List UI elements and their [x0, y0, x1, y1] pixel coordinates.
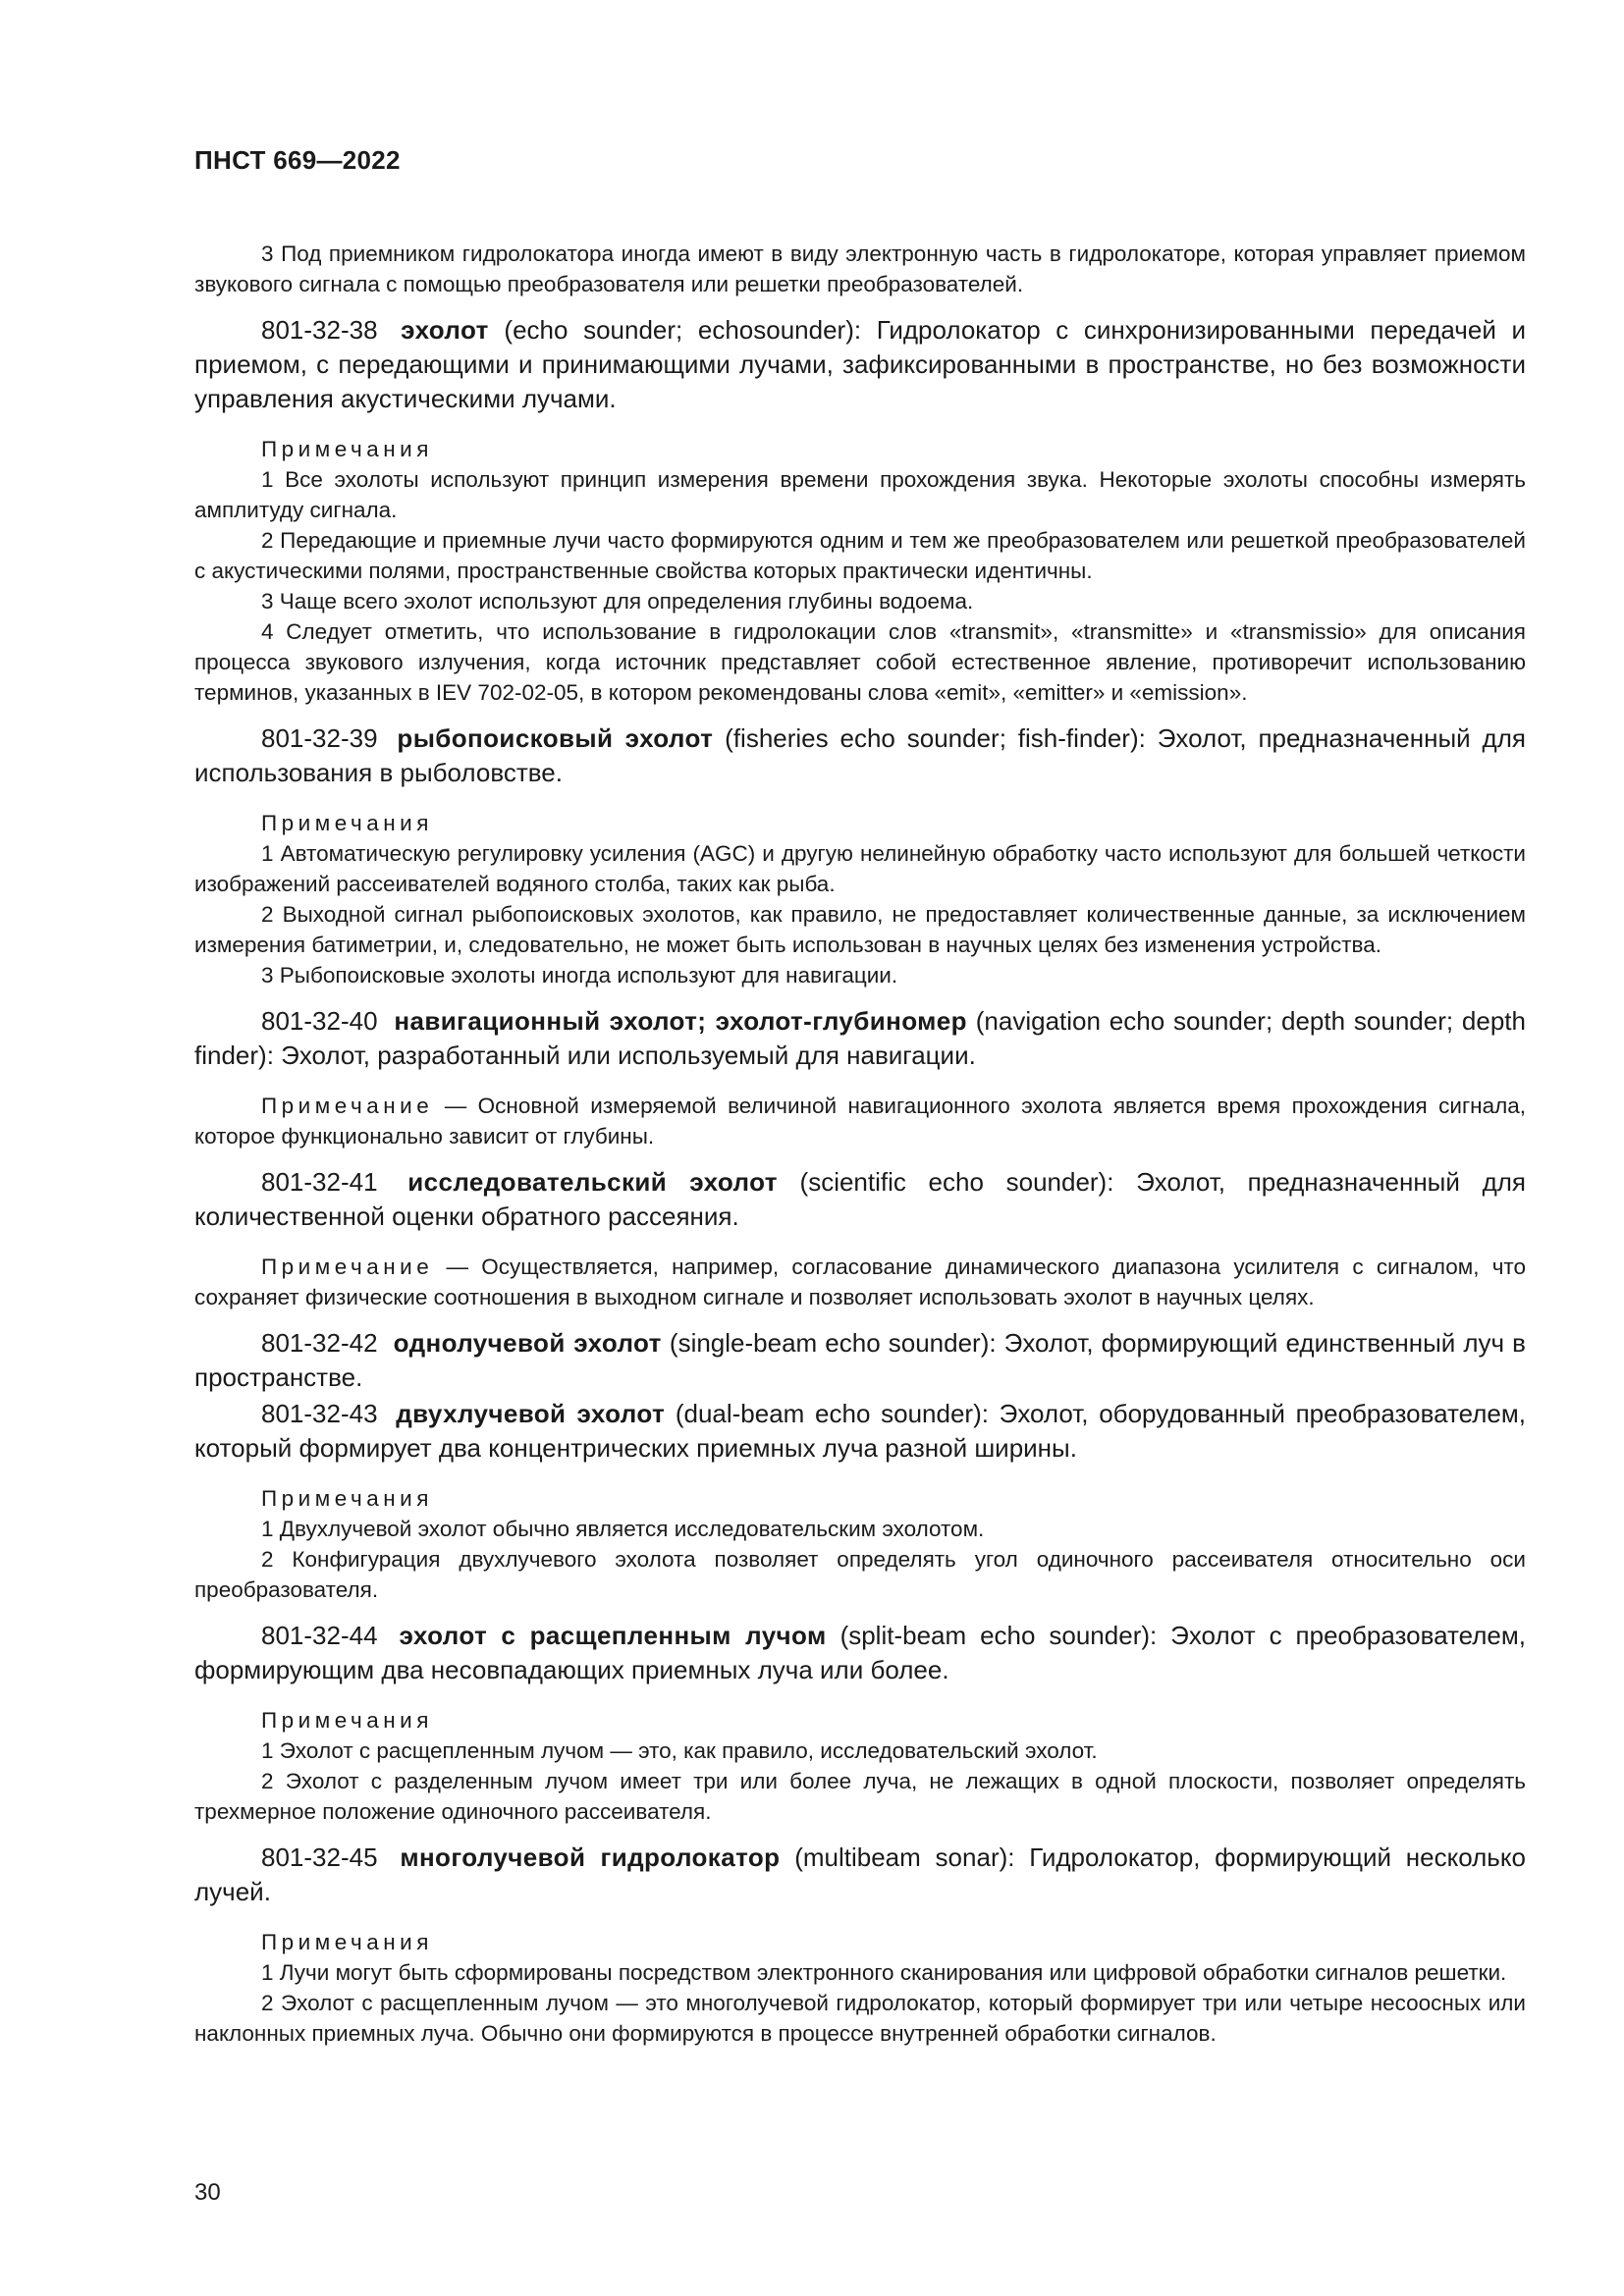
note-item: 3 Рыбопоисковые эхолоты иногда используют для навигации. [261, 963, 898, 988]
term-number: 801-32-42 [261, 1328, 378, 1358]
note-item: 2 Выходной сигнал рыбопоисковых эхолотов, как правило, не предоставляет количественные данные, за исключением измерения батиметрии, и, следовательно, не может быть использован в научных целях без изменения устройства. [194, 902, 1526, 957]
notes-label: Примечания [261, 437, 433, 461]
term-number: 801-32-43 [261, 1399, 378, 1428]
note-dash: — [433, 1094, 478, 1118]
single-note [194, 1252, 1526, 1312]
term-name: однолучевой эхолот [393, 1328, 662, 1358]
note-label: Примечание [261, 1094, 434, 1118]
note-item: 1 Двухлучевой эхолот обычно является исследовательским эхолотом. [261, 1517, 985, 1541]
term-number: 801-32-39 [261, 723, 378, 753]
note-item: 2 Эхолот с разделенным лучом имеет три или более луча, не лежащих в одной плоскости, позволяет определять трехмерное положение одиночного рассеивателя. [194, 1769, 1526, 1824]
term-name: эхолот с расщепленным лучом [399, 1621, 827, 1650]
term-definition: (dual-beam echo sounder): Эхолот, оборудованный преобразователем, который формирует два концентрических приемных луча разной ширины. [194, 1399, 1526, 1463]
term-definition: (fisheries echo sounder; fish-finder): Эхолот, предназначенный для использования в рыболовстве. [194, 723, 1526, 787]
term-number: 801-32-44 [261, 1621, 378, 1650]
term-entry [194, 721, 1526, 790]
term-definition: (navigation echo sounder; depth sounder; depth finder): Эхолот, разработанный или используемый для навигации. [194, 1006, 1526, 1070]
note-item: 3 Чаще всего эхолот используют для определения глубины водоема. [261, 589, 974, 614]
note-label: Примечание [261, 1255, 434, 1279]
term-name: эхолот [401, 315, 489, 345]
page-number: 30 [194, 2179, 221, 2206]
term-number: 801-32-41 [261, 1167, 378, 1197]
note-item: 2 Передающие и приемные лучи часто формируются одним и тем же преобразователем или решеткой преобразователей с акустическими полями, пространственные свойства которых практически идентичны. [194, 528, 1526, 583]
term-definition: (echo sounder; echosounder): Гидролокатор с синхронизированными передачей и приемом, с передающими и принимающими лучами, зафиксированными в пространстве, но без возможности управления акустическими лучами. [194, 315, 1526, 413]
note-item: 1 Лучи могут быть сформированы посредством электронного сканирования или цифровой обработки сигналов решетки. [261, 1960, 1507, 1985]
term-entry [194, 313, 1526, 416]
term-entry [194, 1165, 1526, 1234]
term-entry [194, 1841, 1526, 1909]
notes-label: Примечания [261, 1708, 433, 1733]
document-page [194, 145, 1526, 2049]
intro-note: 3 Под приемником гидролокатора иногда имеют в виду электронную часть в гидролокаторе, которая управляет приемом звукового сигнала с помощью преобразователя или решетки преобразователей. [194, 241, 1526, 296]
note-text: Осуществляется, например, согласование динамического диапазона усилителя с сигналом, что сохраняет физические соотношения в выходном сигнале и позволяет использовать эхолот в научных целях. [194, 1255, 1526, 1309]
term-name: исследовательский эхолот [407, 1167, 778, 1197]
term-number: 801-32-40 [261, 1006, 378, 1036]
note-text: Основной измеряемой величиной навигационного эхолота является время прохождения сигнала, которое функционально зависит от глубины. [194, 1094, 1526, 1148]
notes-label: Примечания [261, 811, 433, 835]
note-dash: — [433, 1255, 482, 1279]
term-definition: (scientific echo sounder): Эхолот, предназначенный для количественной оценки обратного рассеяния. [194, 1167, 1526, 1231]
term-entry [194, 1326, 1526, 1395]
note-item: 2 Эхолот с расщепленным лучом — это многолучевой гидролокатор, который формирует три или четыре несоосных или наклонных приемных луча. Обычно они формируются в процессе внутренней обработки сигналов. [194, 1991, 1526, 2046]
term-entry [194, 1004, 1526, 1073]
note-item: 1 Эхолот с расщепленным лучом — это, как правило, исследовательский эхолот. [261, 1738, 1098, 1763]
notes-label: Примечания [261, 1486, 433, 1511]
note-item: 2 Конфигурация двухлучевого эхолота позволяет определять угол одиночного рассеивателя относительно оси преобразователя. [194, 1547, 1526, 1602]
term-entry [194, 1619, 1526, 1687]
single-note [194, 1091, 1526, 1151]
term-name: рыбопоисковый эхолот [397, 723, 714, 753]
note-item: 1 Все эхолоты используют принцип измерения времени прохождения звука. Некоторые эхолоты способны измерять амплитуду сигнала. [194, 467, 1526, 522]
note-item: 4 Следует отметить, что использование в гидролокации слов «transmit», «transmitte» и «transmissio» для описания процесса звукового излучения, когда источник представляет собой естественное явление, противоречит использованию терминов, указанных в IEV 702-02-05, в котором рекомендованы слова «emit», «emitter» и «emission». [194, 619, 1526, 705]
term-definition: (split-beam echo sounder): Эхолот с преобразователем, формирующим два несовпадающих приемных луча или более. [194, 1621, 1526, 1684]
term-name: двухлучевой эхолот [396, 1399, 666, 1428]
term-definition: (multibeam sonar): Гидролокатор, формирующий несколько лучей. [194, 1842, 1526, 1906]
notes-label: Примечания [261, 1930, 433, 1954]
document-code-header: ПНСТ 669—2022 [194, 145, 401, 175]
term-name: многолучевой гидролокатор [400, 1842, 781, 1872]
term-name: навигационный эхолот; эхолот-глубиномер [394, 1006, 967, 1036]
term-definition: (single-beam echo sounder): Эхолот, формирующий единственный луч в пространстве. [194, 1328, 1526, 1392]
note-item: 1 Автоматическую регулировку усиления (AGC) и другую нелинейную обработку часто используют для большей четкости изображений рассеивателей водяного столба, таких как рыба. [194, 841, 1526, 896]
term-number: 801-32-38 [261, 315, 378, 345]
term-entry [194, 1397, 1526, 1466]
term-number: 801-32-45 [261, 1842, 378, 1872]
